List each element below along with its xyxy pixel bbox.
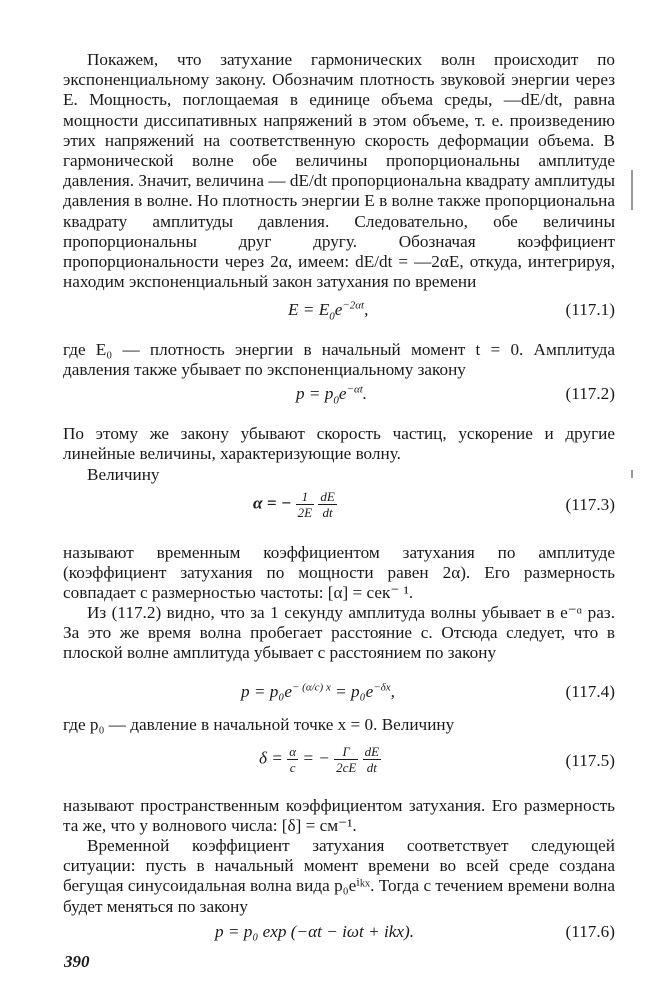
paragraph-8: называют пространственным коэффициентом затухания. Его размерность та же, что у волнового числа: [δ] = см⁻¹. — [63, 796, 615, 836]
paragraph-6: Из (117.2) видно, что за 1 секунду амплитуда волны убывает в e⁻ᵅ раз. За это же время волна пробегает расстояние c. Отсюда следует, что в плоской волне амплитуда убывает с расстоянием по закону — [63, 603, 615, 663]
equation-117-6-number: (117.6) — [565, 922, 615, 941]
margin-scan-mark — [631, 470, 633, 478]
paragraph-5: называют временным коэффициентом затухания по амплитуде (коэффициент затухания по мощности равен 2α). Его размерность совпадает с размерностью частоты: [α] = сек⁻ ¹. — [63, 543, 615, 603]
paragraph-2: где E₀ — плотность энергии в начальный момент t = 0. Амплитуда давления также убывает по экспоненциальному закону — [63, 340, 615, 380]
paragraph-9: Временной коэффициент затухания соответствует следующей ситуации: пусть в начальный момент времени во всей среде создана бегущая синусоидальная волна вида p₀eⁱᵏˣ. Тогда с течением времени волна будет меняться по закону — [63, 836, 615, 916]
equation-117-5-formula: δ = $\frac{\alpha}{c}$ = − $\frac{\Gamma}{2cE}$ $\frac{dE}{dt}$ — [259, 744, 380, 775]
equation-117-2-formula: $p = p_0e^{-\alpha t}$. — [296, 383, 368, 407]
paragraph-7: где p₀ — давление в начальной точке x = 0. Величину — [63, 715, 455, 734]
paragraph-3: По этому же закону убывают скорость частиц, ускорение и другие линейные величины, характеризующие волну. — [63, 424, 615, 464]
equation-117-1-formula: $E = E_0e^{-2\alpha t}$, — [288, 299, 369, 323]
equation-117-3-number: (117.3) — [565, 495, 615, 514]
equation-117-5 — [63, 740, 615, 784]
page-number: 390 — [64, 952, 90, 971]
equation-117-1-number: (117.1) — [565, 300, 615, 319]
equation-117-4-number: (117.4) — [565, 682, 615, 701]
equation-117-2 — [63, 384, 615, 412]
equation-117-4-formula: $p = p_0e^{- (\alpha/c) x} = p_0e^{-\delta x}$, — [241, 681, 395, 701]
equation-117-5-number: (117.5) — [565, 751, 615, 770]
equation-117-3 — [63, 485, 615, 525]
equation-117-4 — [63, 682, 615, 710]
paragraph-1 — [63, 50, 615, 292]
equation-117-6 — [63, 922, 615, 950]
margin-scan-mark — [631, 170, 633, 210]
equation-117-6-formula: p = p₀ exp (−αt − iωt + ikx). — [215, 922, 415, 941]
equation-117-3-formula: α = − $\frac{1}{2E}$ $\frac{dE}{dt}$ — [253, 489, 335, 520]
equation-117-2-number: (117.2) — [565, 384, 615, 403]
equation-117-1 — [63, 300, 615, 328]
paragraph-1-text: Покажем, что затухание гармонических волн происходит по экспоненциальному закону. Обозначим плотность звуковой энергии через E. Мощность, поглощаемая в единице объема среды, —dE/dt, равна мощности диссипативных напряжений в этом объеме, т. е. произведению этих напряжений на соответственную скорость деформации объема. В гармонической волне обе величины пропорциональны амплитуде давления. Значит, величина — dE/dt пропорциональна квадрату амплитуды давления в волне. Но плотность энергии E в волне также пропорциональна квадрату амплитуды давления. Следовательно, обе величины пропорциональны друг другу. Обозначая коэффициент пропорциональности через 2α, имеем: dE/dt = —2αE, откуда, интегрируя, находим экспоненциальный закон затухания по времени — [63, 50, 615, 292]
paragraph-4: Величину — [87, 465, 160, 484]
